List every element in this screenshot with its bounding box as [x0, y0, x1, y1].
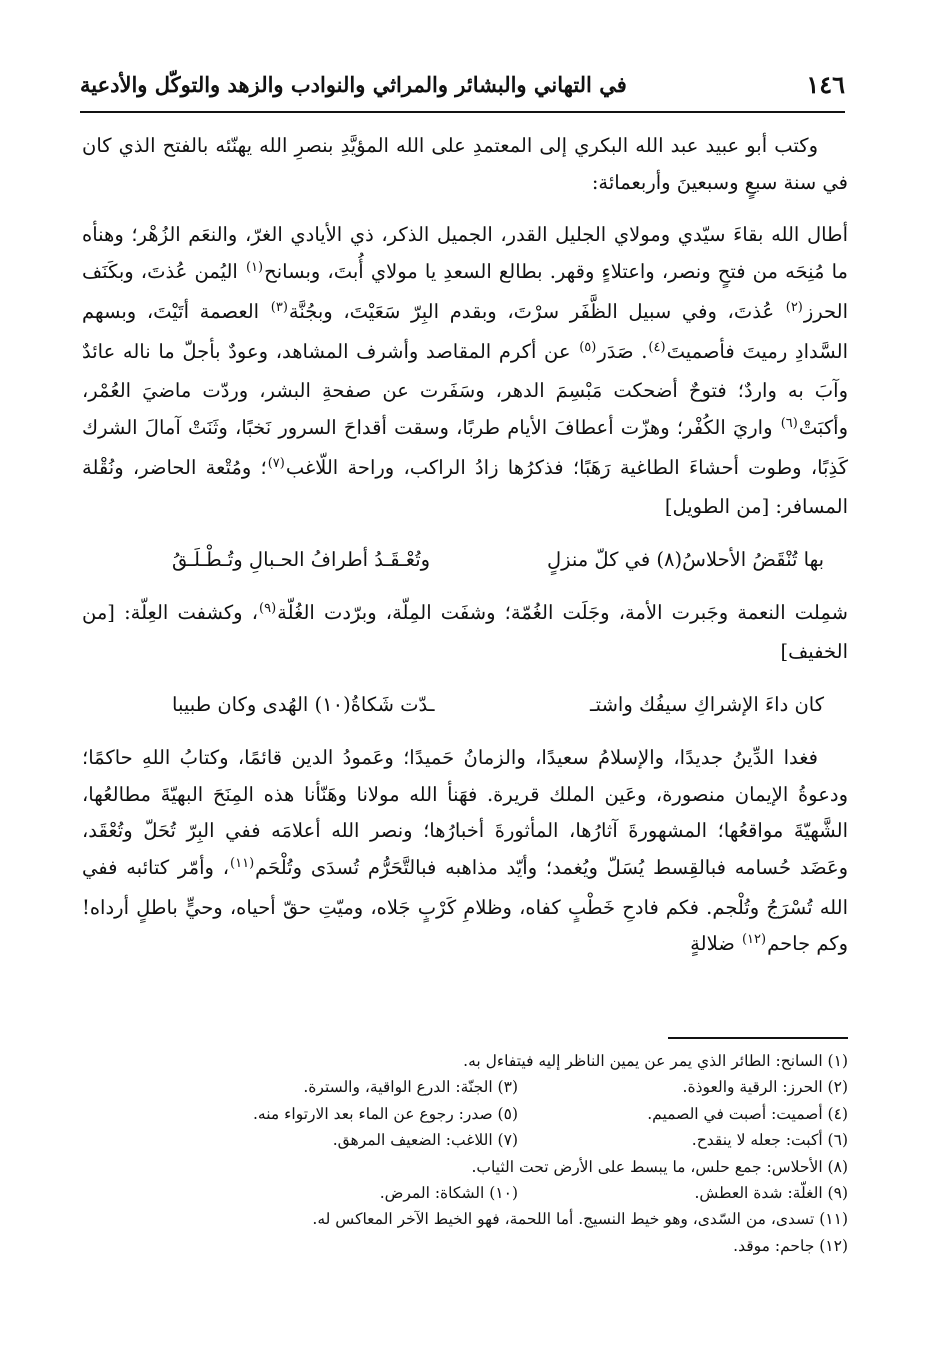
footnote-line: [82, 1127, 848, 1153]
footnote-line: [82, 1048, 848, 1074]
footnote-3: (٣) الجنّة: الدرع الواقية، والسترة.: [303, 1078, 518, 1097]
meter-label: [من الخفيف]: [82, 600, 848, 664]
footnote-ref[interactable]: (١١): [230, 855, 255, 871]
footnote-6: (٦) أكبت: جعله لا ينقدح.: [691, 1131, 848, 1150]
intro-paragraph: وكتب أبو عبيد عبد الله البكري إلى المعتمدِ على الله المؤيَّدِ بنصرِ الله يهنّئه بالفتح الذي كان في سنة سبعٍ وسبعينَ وأربعمائة:: [82, 134, 848, 194]
footnote-ref[interactable]: (٢): [785, 299, 803, 315]
footnote-line: [82, 1233, 848, 1259]
paragraph-2: [82, 595, 848, 671]
footnote-10: (١٠) الشكاة: المرض.: [379, 1184, 518, 1203]
footnote-12: (١٢) جاحم: موقد.: [733, 1236, 848, 1255]
header-rule: [80, 111, 845, 113]
footnote-line: [82, 1180, 848, 1206]
footnote-7: (٧) اللاغب: الضعيف المرهق.: [332, 1131, 518, 1150]
paragraph-1: [82, 217, 848, 526]
verse-second-hemistich: وتُعْـقَـدُ أطرافُ الحـبالِ وتُـطْـلَـقُ: [172, 548, 431, 572]
paragraph-3: [82, 740, 848, 966]
footnote-5: (٥) صدر: رجوع عن الماء بعد الارتواء منه.: [253, 1104, 518, 1123]
text-segment: واريَ الكُفْر؛ وهزّت أعطافَ الأيام طربًا، وسقت أقداحَ السرور نَخبًا، وثَنَتْ آمالَ الشرك كَذِبًا، وطوت أحشاءَ الطاغية رَهَبًا؛ فذكرُها زادُ الراكب، وراحة اللّاغب: [82, 415, 848, 479]
main-text: [82, 128, 848, 966]
verse-2: [82, 687, 848, 724]
running-title: في التهاني والبشائر والمراثي والنوادب والزهد والتوكّل والأدعية: [80, 72, 627, 97]
text-segment: ، وكشفت العِلّة:: [124, 600, 259, 624]
footnote-4: (٤) أصميت: أصبت في الصميم.: [647, 1104, 848, 1123]
footnote-ref[interactable]: (٦): [780, 415, 798, 431]
footnote-ref[interactable]: (٣): [270, 299, 288, 315]
text-segment: العصمة أتَيْتَ، وبسهم السَّدادِ رميتَ فأصميتَ: [82, 299, 848, 363]
verse-first-hemistich: بها تُنْقَضُ الأحلاسُ(٨) في كلّ منزلٍ: [546, 548, 824, 572]
text-segment: اليُمن عُذتَ، وبكَنَف الحرز: [82, 260, 848, 323]
text-segment: ضلالةٍ: [690, 932, 741, 956]
meter-label: [من الطويل]: [664, 495, 770, 519]
text-segment: . صَدَر: [597, 339, 648, 363]
text-segment: ، وأمّر كتائبه ففي الله تُسْرَجُ وتُلْجم. فكم فادحِ خَطْبٍ كفاه، وظلامِ كَرْبٍ جَلاه، وميّتِ حقّ أحياه، وحيٍّ باطلٍ أرداه! وكم جاحم: [82, 855, 848, 956]
footnote-9: (٩) الغلّة: شدة العطش.: [694, 1184, 848, 1203]
footnote-11: (١١) تسدى، من السّدى، وهو خيط النسيج. أما اللحمة، فهو الخيط الآخر المعاكس له.: [312, 1210, 848, 1229]
footnote-1: (١) السانح: الطائر الذي يمر عن يمين الناظر إليه فيتفاءل به.: [463, 1052, 848, 1070]
footnotes: [82, 1048, 848, 1259]
footnote-ref[interactable]: (٥): [579, 339, 597, 355]
footnote-2: (٢) الحرز: الرقية والعوذة.: [682, 1078, 848, 1097]
text-segment: عن أكرم المقاصد وأشرف المشاهد، وعودٌ بأجلّ ما ناله عائدٌ وآبَ به واردٌ؛ فتوحٌ أضحكت مَبْسِمَ الدهر، وسَفَرت عن صفحةِ البشر، وردّت ماضيَ العُمْر، وأكبَتْ: [82, 339, 848, 439]
footnote-separator: [668, 1037, 848, 1039]
text-segment: ؛ ومُتْعة الحاضر، ونُقْلة المسافر:: [82, 455, 848, 519]
verse-1: [82, 542, 848, 579]
footnote-line: [82, 1074, 848, 1100]
text-segment: فغدا الدِّينُ جديدًا، والإسلامُ سعيدًا، والزمانُ حَميدًا؛ وعَمودُ الدين قائمًا، وكتابُ اللهِ حاكمًا؛ ودعوةُ الإيمان منصورة، وعَين الملك قريرة. فهَنأ الله مولانا وهَنّأنا هذه المِنَحَ البهيّةَ مطالعُها، الشَّهيّةَ مواقعُها؛ المشهورةَ آثارُها، المأثورةَ أخبارُها؛ ونصر الله أعلامَه ففي البِرّ تُحَلّ وتُعْقَد، وعَضَد حُسامه فبالقِسط يُسَلّ ويُغمد؛ وأيّد مذاهبه فبالتَّحَرُّم تُسدَى وتُلْحَم: [82, 745, 848, 879]
text-segment: شمِلت النعمة وجَبرت الأمة، وجَلَت الغُمّة؛ وشفَت المِلّة، وبرّدت الغُلّة: [277, 600, 848, 624]
footnote-8: (٨) الأحلاس: جمع حلس، ما يبسط على الأرض تحت الثياب.: [471, 1157, 848, 1176]
verse-first-hemistich: كان داءَ الإشراكِ سيفُك واشتـ: [589, 693, 824, 717]
footnote-ref[interactable]: (١): [245, 260, 264, 276]
footnote-line: [82, 1154, 848, 1180]
footnote-line: [82, 1206, 848, 1232]
footnote-ref[interactable]: (٧): [267, 455, 285, 471]
running-header: [80, 66, 845, 106]
page-number: ١٤٦: [806, 70, 845, 99]
footnote-ref[interactable]: (٩): [259, 600, 277, 616]
footnote-ref[interactable]: (١٢): [741, 932, 767, 948]
footnote-ref[interactable]: (٤): [648, 339, 666, 355]
text-segment: عُذتَ، وفي سبيل الظَّفَر سرْتَ، وبقدم البِرّ سَعَيْتَ، وبجُنَّة: [288, 299, 785, 323]
footnote-line: [82, 1101, 848, 1127]
text-segment: أطال الله بقاءَ سيّدي ومولاي الجليل القدر، الجميل الذكر، ذي الأيادي الغرّ، والنعَم الزُهْر؛ وهنأه ما مُنِحَه من فتحٍ ونصر، واعتلاءٍ وقهر. بطالع السعدِ يا مولاي أُبتَ، وبسانح: [82, 223, 848, 284]
verse-second-hemistich: ـدّت شَكاةُ(١٠) الهُدى وكان طبيبا: [172, 693, 435, 717]
